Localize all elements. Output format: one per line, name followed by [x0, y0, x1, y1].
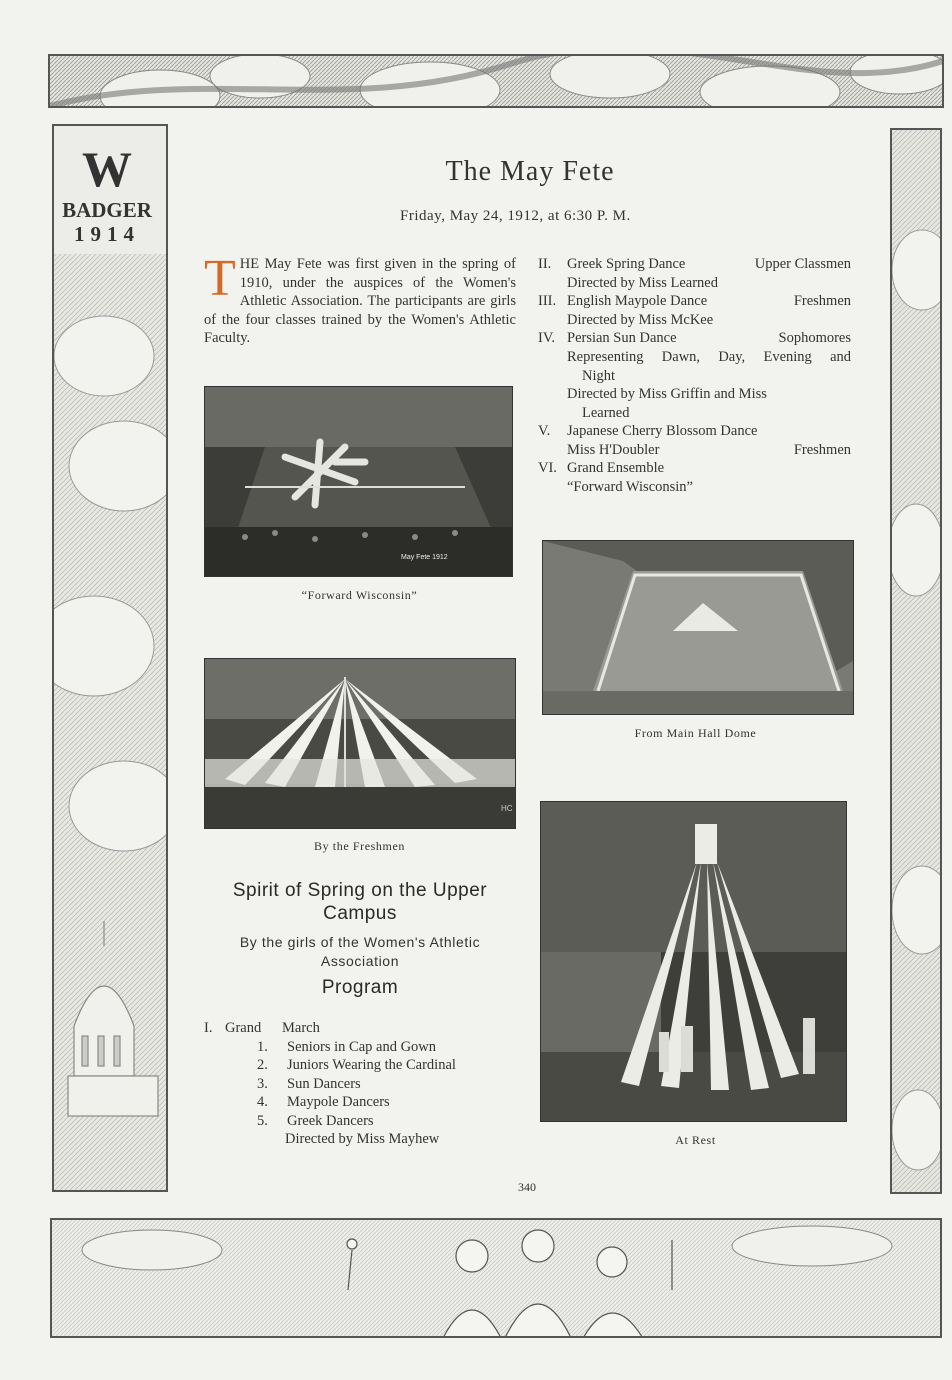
badge-letter: W	[82, 141, 132, 197]
dance-director: Directed by Miss Griffin and Miss	[567, 386, 767, 402]
decorative-bottom-illustration	[50, 1218, 942, 1338]
program-item-number: 2.	[257, 1057, 268, 1073]
dance-title: Japanese Cherry Blossom Dance	[567, 423, 758, 439]
dance-director: Learned	[582, 405, 630, 421]
caption-at-rest: At Rest	[675, 1133, 716, 1147]
caption-forward-wisconsin: “Forward Wisconsin”	[301, 588, 418, 602]
program-heading: Program	[321, 977, 399, 998]
dance-item	[538, 329, 851, 348]
caption-main-hall-dome: From Main Hall Dome	[634, 726, 757, 740]
program-item	[257, 1075, 361, 1094]
dance-number: III.	[538, 293, 557, 309]
program-item-text: Greek Dancers	[287, 1113, 374, 1129]
decorative-top-border	[48, 54, 944, 108]
dance-title: Grand Ensemble	[567, 460, 665, 476]
dance-director: Directed by Miss McKee	[567, 312, 714, 328]
dance-description: Night	[582, 368, 616, 384]
photo-by-freshmen	[204, 658, 516, 829]
dance-item	[538, 441, 851, 460]
dance-item	[538, 422, 851, 441]
page-number: 340	[518, 1180, 536, 1194]
decorative-left-strip	[52, 124, 168, 1192]
dance-description: “Forward Wisconsin”	[567, 479, 693, 495]
program-item	[257, 1093, 390, 1112]
dance-number: IV.	[538, 330, 556, 346]
decorative-right-strip	[890, 128, 942, 1194]
program-item-number: 4.	[257, 1094, 268, 1110]
badge-name: BADGER	[62, 198, 152, 222]
dance-class: Freshmen	[793, 442, 851, 458]
march-title: March	[282, 1020, 320, 1036]
dance-number: VI.	[538, 460, 557, 476]
photo-forward-wisconsin	[204, 386, 513, 577]
dance-item	[538, 459, 851, 478]
page-title: The May Fete	[445, 156, 615, 187]
program-item	[257, 1038, 436, 1057]
dance-title: Persian Sun Dance	[567, 330, 677, 346]
dance-item	[538, 255, 851, 274]
dance-number: II.	[538, 256, 552, 272]
march-label: Grand	[225, 1020, 262, 1036]
program-item	[257, 1112, 374, 1131]
dance-class: Freshmen	[793, 293, 851, 309]
photo-main-hall-dome	[542, 540, 854, 715]
program-item-text: Sun Dancers	[287, 1076, 361, 1092]
program-item	[257, 1056, 456, 1075]
intro-text: HE May Fete was first given in the spring of 1910, under the auspices of the Women's Athletic Association. The participants are girls of the four classes trained by the Women's Athletic Faculty.	[204, 256, 516, 346]
photo-stamp: May Fete 1912	[401, 554, 448, 561]
section-byline: By the girls of the Women's Athletic Association	[239, 934, 481, 969]
dance-class: Upper Classmen	[754, 256, 851, 272]
dance-class: Sophomores	[778, 330, 851, 346]
program-director: Directed by Miss Mayhew	[285, 1131, 440, 1147]
intro-paragraph	[204, 250, 516, 348]
program-item-text: Maypole Dancers	[287, 1094, 390, 1110]
section-heading-spirit: Spirit of Spring on the Upper Campus	[232, 880, 488, 924]
program-item-number: 1.	[257, 1039, 268, 1055]
badge-year: 1914	[74, 222, 140, 246]
photo-stamp: HC	[501, 804, 513, 813]
march-number: I.	[204, 1020, 213, 1036]
dance-description: Representing Dawn, Day, Evening and	[567, 349, 851, 365]
dropcap-letter: T	[204, 250, 236, 307]
dance-title: English Maypole Dance	[567, 293, 708, 309]
dance-director: Directed by Miss Learned	[567, 275, 718, 291]
program-item-text: Juniors Wearing the Cardinal	[287, 1057, 456, 1073]
page-subtitle: Friday, May 24, 1912, at 6:30 P. M.	[400, 208, 631, 224]
program-item-number: 3.	[257, 1076, 268, 1092]
dance-director: Miss H'Doubler	[567, 442, 660, 458]
caption-by-freshmen: By the Freshmen	[314, 839, 405, 853]
dance-number: V.	[538, 423, 551, 439]
dance-item	[538, 292, 851, 311]
program-item-text: Seniors in Cap and Gown	[287, 1039, 437, 1055]
program-item-number: 5.	[257, 1113, 268, 1129]
dance-title: Greek Spring Dance	[567, 256, 686, 272]
photo-at-rest	[540, 801, 847, 1122]
